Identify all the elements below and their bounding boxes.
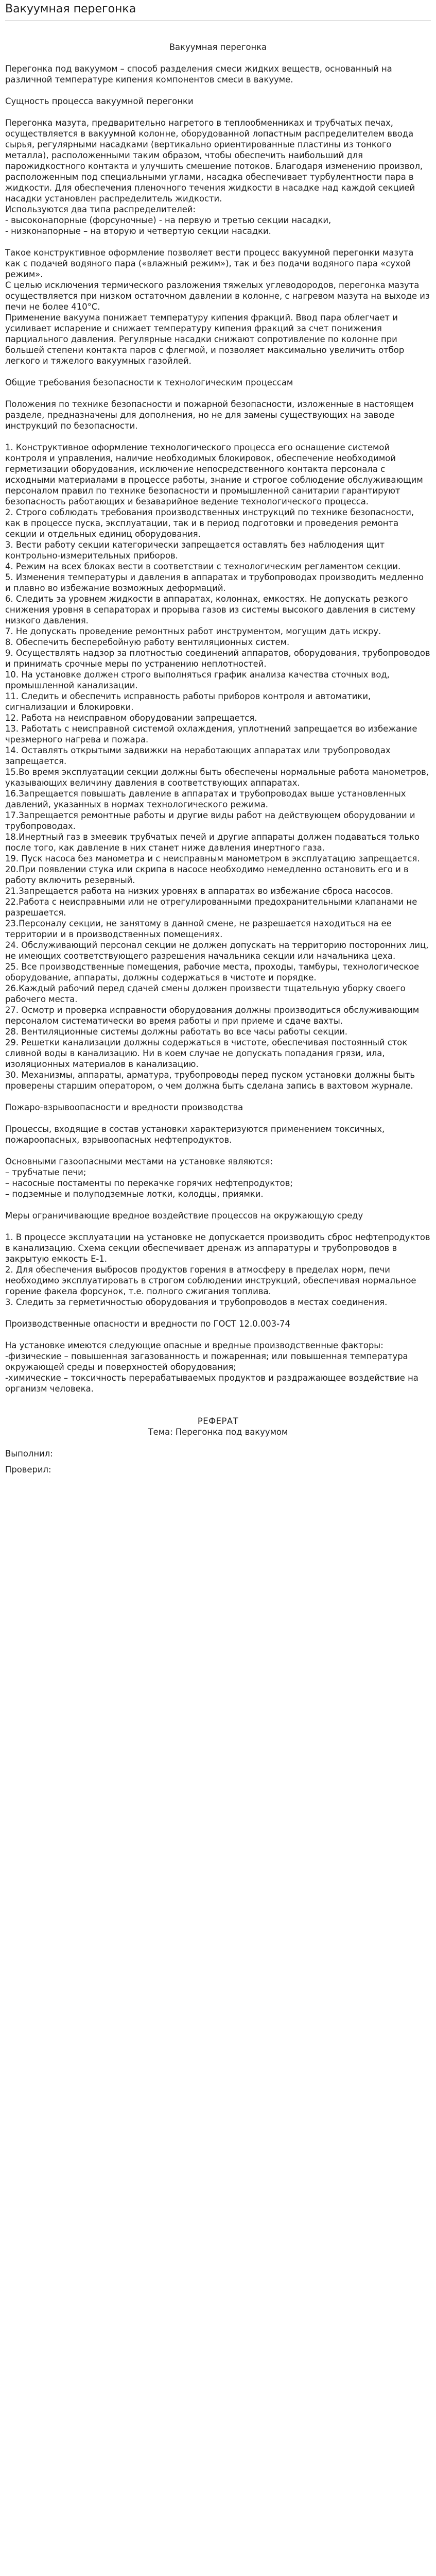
hazard-places-list — [5, 1167, 431, 1199]
list-item: 3. Следить за герметичностью оборудования и трубопроводов в местах соединения. — [5, 1297, 388, 1307]
list-item: 18.Инертный газ в змеевик трубчатых печей и другие аппараты должен подаваться только после того, как давление в них станет ниже давления инертного газа. — [5, 832, 420, 853]
list-item: 24. Обслуживающий персонал секции не должен допускать на территорию посторонних лиц, не имеющих соответствующего разрешения начальника секции или начальника цеха. — [5, 940, 429, 961]
list-item: 19. Пуск насоса без манометра и с неисправным манометром в эксплуатацию запрещается. — [5, 854, 420, 863]
list-item: – насосные постаменты по перекачке горячих нефтепродуктов; — [5, 1178, 293, 1188]
list-item: 21.Запрещается работа на низких уровнях в аппаратах во избежание сброса насосов. — [5, 886, 394, 896]
list-item: 17.Запрещается ремонтные работы и другие виды работ на действующем оборудовании и трубопроводах. — [5, 810, 415, 831]
list-item: 1. В процессе эксплуатации на установке не допускается производить сброс нефтепродуктов в канализацию. Схема секции обеспечивает дренаж из аппаратуры и трубопроводов в закрытую емкость Е-1. — [5, 1232, 430, 1264]
paragraph: Перегонка мазута, предварительно нагретого в теплообменниках и трубчатых печах, осуществляется в вакуумной колонне, оборудованной лопастным распределителем ввода сырья, регулярными насадками (вертикально ориентированные пластины из тонкого металла), расположенными таким образом, чтобы обеспечить наибольший для парожидкостного контакта и улучшить смешение потоков. Благодаря изменению произвол, расположенным под специальными углами, насадка обеспечивает турбулентности пара в жидкости. Для обеспечения пленочного течения жидкости в насадке над каждой секцией насадки установлен распределитель жидкости. — [5, 118, 423, 204]
paragraph: На установке имеются следующие опасные и вредные производственные факторы: — [5, 1341, 383, 1350]
list-item: - высоконапорные (форсуночные) - на первую и третью секции насадки, — [5, 215, 332, 225]
page-title: Вакуумная перегонка — [5, 3, 136, 15]
list-item: 11. Следить и обеспечить исправность работы приборов контроля и автоматики, сигнализации и блокировки. — [5, 691, 371, 712]
list-item: 30. Механизмы, аппараты, арматура, трубопроводы перед пуском установки должны быть проверены старшим оператором, о чем должна быть сделана запись в вахтовом журнале. — [5, 1070, 415, 1091]
document-body — [5, 21, 431, 1475]
paragraph: Такое конструктивное оформление позволяет вести процесс вакуумной перегонки мазута как с подачей водяного пара («влажный режим»), так и без подачи водяного пара «сухой режим». — [5, 248, 414, 279]
paragraph: Положения по технике безопасности и пожарной безопасности, изложенные в настоящем разделе, предназначены для дополнения, но не для замены существующих на заводе инструкций по безопасности. — [5, 399, 414, 431]
list-item: 13. Работать с неисправной системой охлаждения, уплотнений запрещается во избежание чрезмерного нагрева и пожара. — [5, 724, 417, 744]
section-heading-environment: Меры ограничивающие вредное воздействие процессов на окружающую среду — [5, 1211, 363, 1221]
list-item: 25. Все производственные помещения, рабочие места, проходы, тамбуры, технологическое оборудование, аппараты, должны содержаться в чистоте и порядке. — [5, 962, 420, 982]
section-heading-hazards: Пожаро-взрывоопасности и вредности производства — [5, 1103, 243, 1112]
list-item: -физические – повышенная загазованность и пожаренная; или повышенная температура окружающей среды и поверхностей оборудования; — [5, 1351, 408, 1372]
paragraph: С целью исключения термического разложения тяжелых углеводородов, перегонка мазута осуществляется при низком остаточном давлении в колонне, с нагревом мазута на выходе из печи не более 410°С. — [5, 280, 430, 312]
list-item: 10. На установке должен строго выполняться график анализа качества сточных вод, промышленной канализации. — [5, 670, 390, 690]
doc-title: Вакуумная перегонка — [169, 42, 267, 52]
list-item: 2. Строго соблюдать требования производственных инструкций по технике безопасности, как в процессе пуска, эксплуатации, так и в период подготовки и проведения ремонта секции и отдельных единиц оборудования. — [5, 507, 414, 539]
list-item: -химические – токсичность перерабатываемых продуктов и раздражающее воздействие на организм человека. — [5, 1373, 418, 1394]
environment-rules-list — [5, 1232, 431, 1308]
list-item: 12. Работа на неисправном оборудовании запрещается. — [5, 713, 257, 723]
paragraph: Применение вакуума понижает температуру кипения фракций. Ввод пара облегчает и усиливает испарение и снижает температуру кипения фракций за счет понижения парциального давления. Регулярные насадки снижают сопротивление по колонне при большей степени контакта паров с флегмой, и позволяет максимально увеличить отбор легкого и тяжелого вакуумных газойлей. — [5, 313, 405, 366]
section-heading-gost: Производственные опасности и вредности по ГОСТ 12.0.003-74 — [5, 1319, 290, 1329]
performed-by-label: Выполнил: — [5, 1449, 53, 1459]
list-item: 15.Во время эксплуатации секции должны быть обеспечены нормальные работа манометров, указывающих величину давления в соответствующих аппаратах. — [5, 767, 429, 788]
list-item: 22.Работа с неисправными или не отрегулированными предохранительными клапанами не разрешается. — [5, 897, 417, 918]
list-item: 1. Конструктивное оформление технологического процесса его оснащение системой контроля и управления, наличие необходимых блокировок, обеспечение необходимой герметизации оборудования, исключение непосредственного контакта персонала с исходными материалами в процессе работы, знание и строгое соблюдение обслуживающим персоналом правил по технике безопасности и промышленной санитарии гарантируют безопасность работающих и безаварийное ведение технологического процесса. — [5, 443, 423, 506]
list-item: – трубчатые печи; — [5, 1167, 86, 1177]
checked-by-label: Проверил: — [5, 1465, 51, 1475]
list-item: 26.Каждый рабочий перед сдачей смены должен произвести тщательную уборку своего рабочего места. — [5, 984, 406, 1004]
distributor-types — [5, 215, 431, 236]
paragraph: Процессы, входящие в состав установки характеризуются применением токсичных, пожароопасных, взрывоопасных нефтепродуктов. — [5, 1124, 385, 1145]
list-item: 16.Запрещается повышать давление в аппаратах и трубопроводах выше установленных давлений, указанных в нормах технологического режима. — [5, 789, 406, 809]
list-item: 27. Осмотр и проверка исправности оборудования должны производиться обслуживающим персоналом систематически во время работы и при приеме и сдаче вахты. — [5, 1005, 420, 1026]
list-item: 29. Решетки канализации должны содержаться в чистоте, обеспечивая постоянный сток сливной воды в канализацию. Ни в коем случае не допускать попадания грязи, ила, изоляционных материалов в канализацию. — [5, 1038, 408, 1069]
list-item: 6. Следить за уровнем жидкости в аппаратах, колоннах, емкостях. Не допускать резкого снижения уровня в сепараторах и прорыва газов из системы высокого давления в систему низкого давления. — [5, 594, 415, 625]
section-heading-safety: Общие требования безопасности к технологическим процессам — [5, 378, 293, 387]
referat-label: РЕФЕРАТ — [197, 1416, 239, 1426]
paragraph: Используются два типа распределителей: — [5, 205, 196, 214]
list-item: 5. Изменения температуры и давления в аппаратах и трубопроводах производить медленно и плавно во избежание возможных деформаций. — [5, 572, 424, 593]
list-item: 8. Обеспечить бесперебойную работу вентиляционных систем. — [5, 637, 290, 647]
list-item: – подземные и полуподземные лотки, колодцы, приямки. — [5, 1189, 264, 1199]
list-item: 4. Режим на всех блоках вести в соответствии с технологическим регламентом секции. — [5, 562, 401, 571]
list-item: 7. Не допускать проведение ремонтных работ инструментом, могущим дать искру. — [5, 626, 381, 636]
safety-rules-list — [5, 442, 431, 1091]
list-item: 20.При появлении стука или скрипа в насосе необходимо немедленно остановить его и в работу включить резервный. — [5, 865, 409, 885]
list-item: 3. Вести работу секции категорически запрещается оставлять без наблюдения щит контрольно-измерительных приборов. — [5, 540, 385, 561]
list-item: 28. Вентиляционные системы должны работать во все часы работы секции. — [5, 1027, 347, 1037]
list-item: 2. Для обеспечения выбросов продуктов горения в атмосферу в пределах норм, печи необходимо эксплуатировать в строгом соблюдении инструкций, обеспечивая нормальное горение факела форсунок, т.е. полного сжигания топлива. — [5, 1265, 416, 1296]
list-item: - низконапорные – на вторую и четвертую секции насадки. — [5, 226, 271, 236]
list-item: 23.Персоналу секции, не занятому в данной смене, не разрешается находиться на ее территории и в производственных помещениях. — [5, 919, 392, 939]
list-item: 14. Оставлять открытыми задвижки на неработающих аппаратах или трубопроводах запрещается. — [5, 745, 391, 766]
paragraph: Основными газоопасными местами на установке являются: — [5, 1157, 273, 1166]
section-heading-essence: Сущность процесса вакуумной перегонки — [5, 96, 194, 106]
intro-paragraph: Перегонка под вакуумом – способ разделения смеси жидких веществ, основанный на различной температуре кипения компонентов смеси в вакууме. — [5, 64, 392, 84]
list-item: 9. Осуществлять надзор за плотностью соединений аппаратов, оборудования, трубопроводов и принимать срочные меры по устранению неплотностей. — [5, 648, 430, 669]
referat-topic: Тема: Перегонка под вакуумом — [148, 1427, 288, 1437]
factors-list — [5, 1351, 431, 1394]
